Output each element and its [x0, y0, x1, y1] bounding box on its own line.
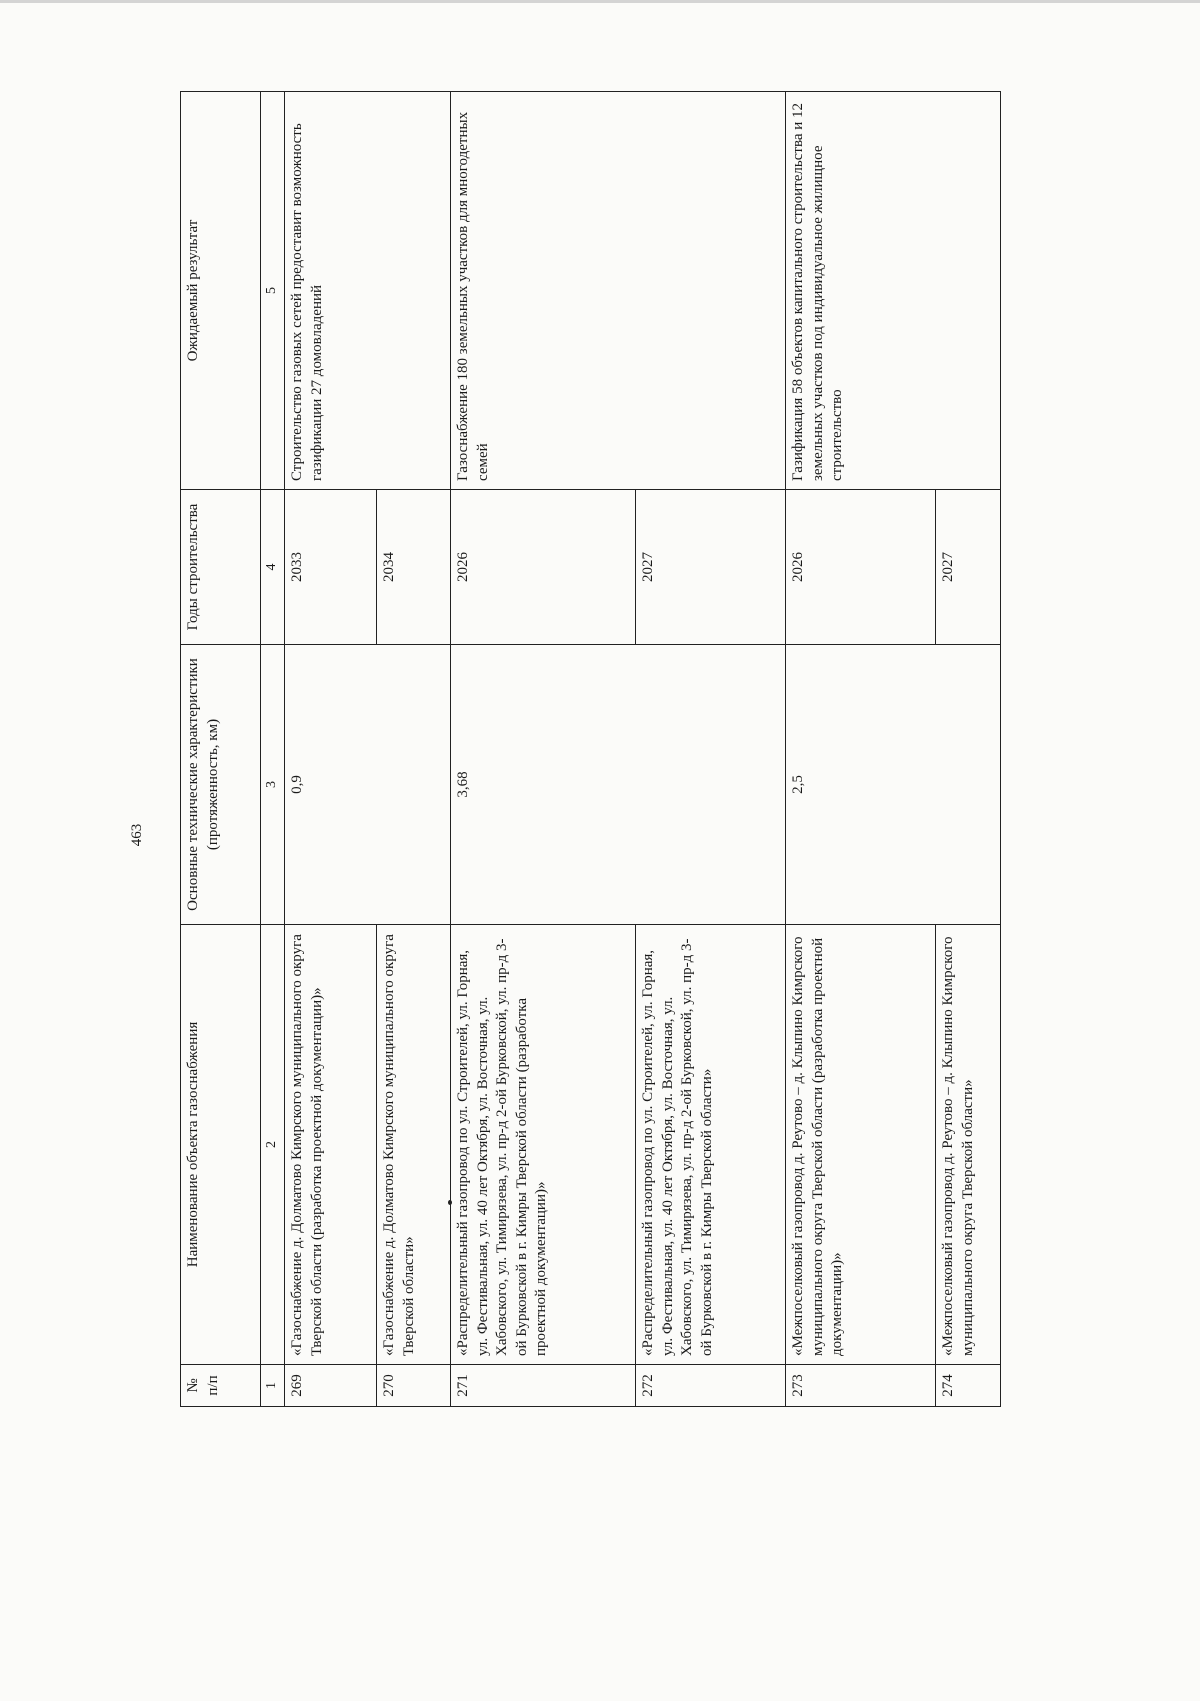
column-number: 3	[261, 645, 285, 925]
table-row	[451, 92, 636, 1407]
length-km: 3,68	[451, 645, 786, 925]
object-name: «Межпоселковый газопровод д. Реутово – д. Клыпино Кимрского муниципального округа Тверской области (разработка проектной документации)»	[786, 925, 936, 1365]
row-number: 270	[377, 1365, 451, 1407]
object-name: «Распределительный газопровод по ул. Строителей, ул. Горная, ул. Фестивальная, ул. 40 лет Октября, ул. Восточная, ул. Хабовского, ул. Тимирязева, ул. пр-д 2-ой Бурковской, ул. пр-д 3-ой Бурковской в г. Кимры Тверской области»	[636, 925, 786, 1365]
column-number: 4	[261, 490, 285, 645]
header-name: Наименование объекта газоснабжения	[181, 925, 261, 1365]
expected-result: Строительство газовых сетей предоставит возможность газификации 27 домовладений	[285, 92, 451, 490]
construction-year: 2027	[636, 490, 786, 645]
scan-border-line	[0, 0, 1200, 3]
page-number: 463	[129, 823, 145, 847]
expected-result: Газоснабжение 180 земельных участков для многодетных семей	[451, 92, 786, 490]
length-km: 0,9	[285, 645, 451, 925]
object-name: «Газоснабжение д. Долматово Кимрского муниципального округа Тверской области (разработка проектной документации)»	[285, 925, 377, 1365]
rotated-table-sheet	[180, 92, 1000, 1407]
construction-year: 2026	[786, 490, 936, 645]
construction-year: 2033	[285, 490, 377, 645]
gas-supply-table	[180, 91, 1001, 1407]
row-number: 273	[786, 1365, 936, 1407]
row-number: 274	[936, 1365, 1001, 1407]
column-number: 2	[261, 925, 285, 1365]
table-row	[786, 92, 936, 1407]
header-result: Ожидаемый результат	[181, 92, 261, 490]
column-number: 1	[261, 1365, 285, 1407]
object-name: «Межпоселковый газопровод д. Реутово – д. Клыпино Кимрского муниципального округа Тверской области»	[936, 925, 1001, 1365]
table-row	[285, 92, 377, 1407]
length-km: 2,5	[786, 645, 1001, 925]
table-header-row	[181, 92, 261, 1407]
column-number-row	[261, 92, 285, 1407]
construction-year: 2034	[377, 490, 451, 645]
object-name: «Газоснабжение д. Долматово Кимрского муниципального округа Тверской области»	[377, 925, 451, 1365]
header-tech: Основные технические характеристики (протяженность, км)	[181, 645, 261, 925]
row-number: 269	[285, 1365, 377, 1407]
construction-year: 2027	[936, 490, 1001, 645]
row-number: 272	[636, 1365, 786, 1407]
construction-year: 2026	[451, 490, 636, 645]
row-number: 271	[451, 1365, 636, 1407]
column-number: 5	[261, 92, 285, 490]
header-num: № п/п	[181, 1365, 261, 1407]
header-years: Годы строительства	[181, 490, 261, 645]
object-name: «Распределительный газопровод по ул. Строителей, ул. Горная, ул. Фестивальная, ул. 40 лет Октября, ул. Восточная, ул. Хабовского, ул. Тимирязева, ул. пр-д 2-ой Бурковской, ул. пр-д 3-ой Бурковской в г. Кимры Тверской области (разработка проектной документации)»	[451, 925, 636, 1365]
expected-result: Газификация 58 объектов капитального строительства и 12 земельных участков под индивидуальное жилищное строительство	[786, 92, 1001, 490]
